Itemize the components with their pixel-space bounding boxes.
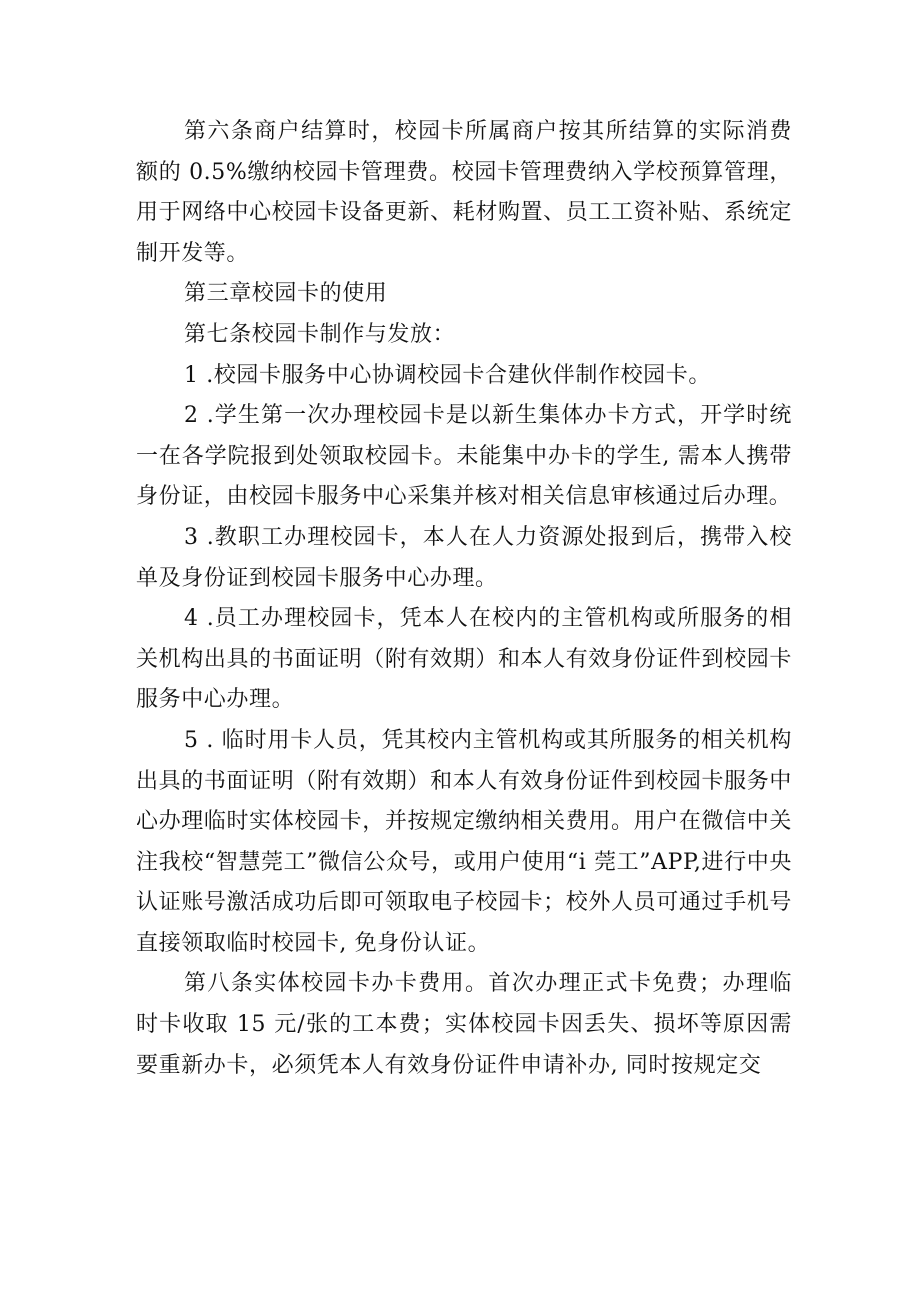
paragraph-article-7: 第七条校园卡制作与发放： — [184, 321, 456, 347]
paragraph-article-6: 第六条商户结算时，校园卡所属商户按其所结算的实际消费额的 0.5%缴纳校园卡管理费。校园卡管理费纳入学校预算管理，用于网络中心校园卡设备更新、耗材购置、员工工资补贴、系统定制开发等。 — [136, 119, 792, 266]
chapter-heading-3: 第三章校园卡的使用 — [184, 281, 388, 307]
list-item-2: 2 .学生第一次办理校园卡是以新生集体办卡方式，开学时统一在各学院报到处领取校园卡。未能集中办卡的学生, 需本人携带身份证，由校园卡服务中心采集并核对相关信息审核通过后办理。 — [136, 403, 792, 510]
paragraph-article-8: 第八条实体校园卡办卡费用。首次办理正式卡免费；办理临时卡收取 15 元/张的工本费；实体校园卡因丢失、损坏等原因需要重新办卡，必须凭本人有效身份证件申请补办, 同时按规定交 — [136, 971, 792, 1078]
list-item-1: 1 .校园卡服务中心协调校园卡合建伙伴制作校园卡。 — [184, 362, 711, 388]
document-body — [136, 112, 792, 1086]
list-item-4: 4 .员工办理校园卡，凭本人在校内的主管机构或所服务的相关机构出具的书面证明（附有效期）和本人有效身份证件到校园卡服务中心办理。 — [136, 606, 792, 713]
list-item-3: 3 .教职工办理校园卡，本人在人力资源处报到后，携带入校单及身份证到校园卡服务中心办理。 — [136, 524, 792, 591]
list-item-5: 5 . 临时用卡人员，凭其校内主管机构或其所服务的相关机构出具的书面证明（附有效期）和本人有效身份证件到校园卡服务中心办理临时实体校园卡，并按规定缴纳相关费用。用户在微信中关注我校“智慧莞工”微信公众号，或用户使用“i 莞工”APP,进行中央认证账号激活成功后即可领取电子校园卡；校外人员可通过手机号直接领取临时校园卡, 免身份认证。 — [136, 727, 792, 956]
